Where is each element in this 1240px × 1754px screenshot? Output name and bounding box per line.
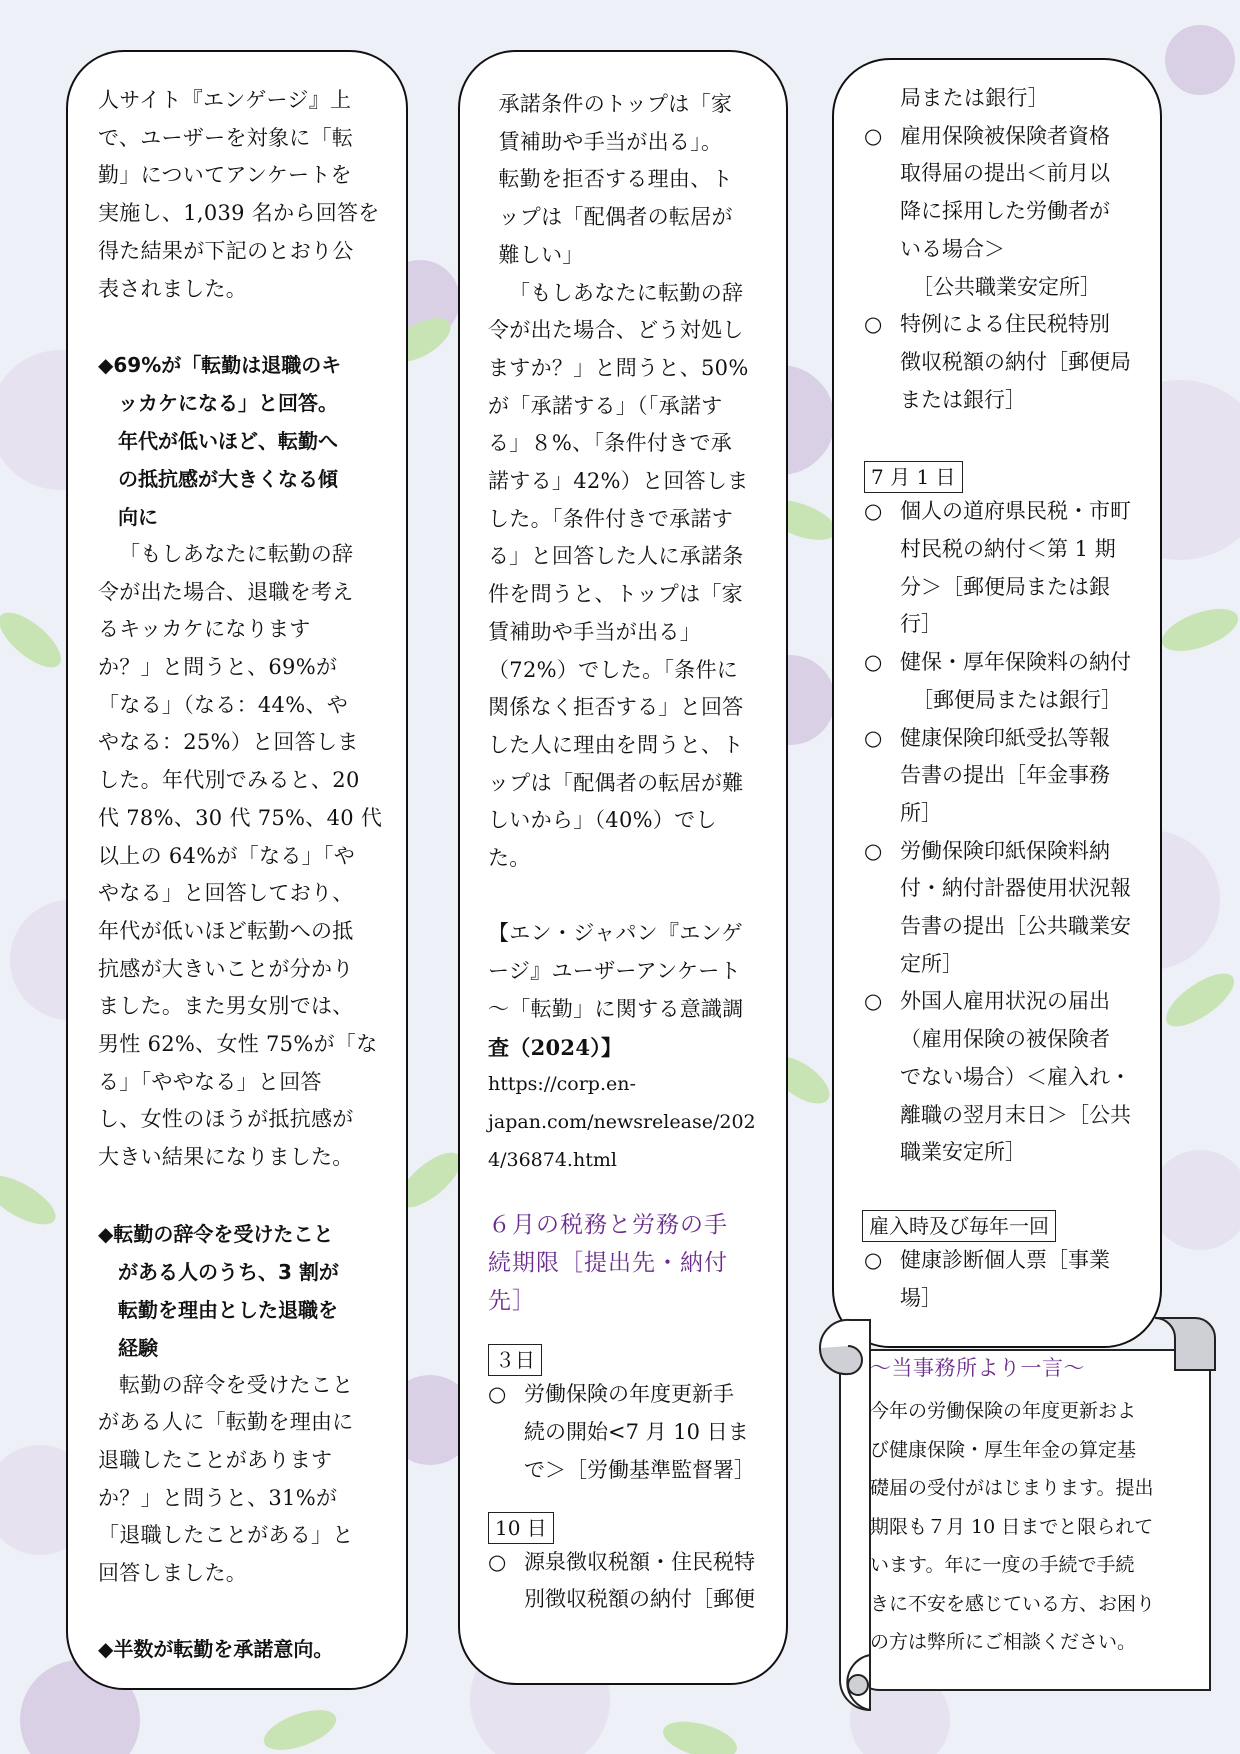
section-heading-1: 向に — [118, 504, 158, 529]
item-line: 分＞［郵便局または銀 — [900, 574, 1110, 599]
circle-bullet-icon: ○ — [864, 1247, 883, 1272]
item-line: 健保・厚年保険料の納付 — [900, 650, 1131, 675]
deadline-item — [864, 720, 1144, 833]
deadline-item — [864, 833, 1144, 984]
body-line: 回答しました。 — [98, 1561, 248, 1586]
body-line: た。 — [488, 846, 531, 871]
deadline-title-line: 続期限［提出先・納付先］ — [488, 1250, 728, 1314]
lead-line: 難しい」 — [498, 242, 584, 267]
body-line: した。年代別でみると、20 — [98, 768, 360, 793]
source-citation: 【エン・ジャパン『エンゲ — [488, 921, 743, 946]
item-line: 健康保険印紙受払等報 — [900, 725, 1110, 750]
message-line: きに不安を感じている方、お困り — [870, 1592, 1156, 1615]
date-label: ３日 — [488, 1344, 542, 1376]
item-line: 告書の提出［年金事務 — [900, 763, 1110, 788]
body-line: しいから」（40%）でし — [488, 808, 717, 833]
circle-bullet-icon: ○ — [488, 1382, 507, 1407]
lead-line: 承諾条件のトップは「家 — [498, 92, 733, 116]
deadline-item — [864, 306, 1144, 419]
deadline-item — [864, 1242, 1144, 1317]
item-line: 別徴収税額の納付［郵便 — [524, 1587, 755, 1612]
intro-line: 人サイト『エンゲージ』上 — [98, 88, 352, 112]
body-line: ました。また男女別では、 — [98, 994, 354, 1019]
source-citation: 査（2024）】 — [488, 1034, 623, 1060]
body-line: ますか？」と問うと、50% — [488, 355, 749, 380]
body-line: やなる：25%）と回答しま — [98, 730, 359, 755]
message-line: 礎届の受付がはじまります。提出 — [870, 1477, 1154, 1499]
body-line: 転勤の辞令を受けたこと — [119, 1372, 354, 1397]
body-line: 抗感が大きいことが分かり — [98, 956, 354, 981]
section-heading-2: がある人のうち、3 割が — [118, 1259, 339, 1284]
intro-line: 表されました。 — [98, 276, 248, 301]
item-line: 労働保険印紙保険料納 — [900, 838, 1110, 863]
body-line: がある人に「転勤を理由に — [98, 1410, 354, 1435]
item-line: 源泉徴収税額・住民税特 — [524, 1549, 755, 1574]
message-line: び健康保険・厚生年金の算定基 — [870, 1438, 1137, 1461]
circle-bullet-icon: ○ — [488, 1549, 507, 1574]
section-heading-1: ッカケになる」と回答。 — [118, 390, 338, 415]
circle-bullet-icon: ○ — [864, 650, 883, 675]
deadline-item — [864, 493, 1144, 644]
message-line: います。年に一度の手続で手続 — [870, 1554, 1135, 1576]
circle-bullet-icon: ○ — [864, 838, 883, 863]
lead-line: 賃補助や手当が出る」。 — [498, 129, 723, 154]
source-citation: ージ』ユーザーアンケート — [488, 959, 741, 984]
item-line: でない場合）＜雇入れ・ — [900, 1064, 1131, 1089]
body-line: （72%）でした。「条件に — [488, 657, 739, 682]
article-column-middle — [458, 50, 788, 1685]
section-heading-2: 経験 — [118, 1335, 158, 1360]
body-line: 「もしあなたに転勤の辞 — [119, 541, 354, 566]
deadline-title-line: ６月の税務と労務の手 — [488, 1212, 728, 1239]
body-line: か？」と問うと、31%が — [98, 1485, 338, 1510]
deadline-item — [488, 1544, 764, 1619]
body-line: るキッカケになります — [98, 617, 311, 642]
body-line: 「退職したことがある」と — [98, 1523, 354, 1548]
body-line: 令が出た場合、どう対処し — [488, 318, 744, 343]
body-line: した人に理由を問うと、ト — [488, 732, 744, 757]
deadline-item — [488, 1376, 764, 1489]
item-line: 所］ — [900, 800, 942, 825]
body-line: が「承諾する」（「承諾す — [488, 393, 723, 418]
body-line: 関係なく拒否する」と回答 — [488, 695, 744, 720]
item-line: 局または銀行］ — [900, 86, 1050, 110]
body-line: 退職したことがあります — [98, 1447, 333, 1472]
body-line: 大きい結果になりました。 — [98, 1145, 354, 1170]
intro-line: 実施し、1,039 名から回答を — [98, 201, 380, 226]
section-heading-2: 転勤を理由とした退職を — [118, 1297, 338, 1322]
item-line: 個人の道府県民税・市町 — [900, 499, 1131, 524]
item-line: 職業安定所］ — [900, 1140, 1026, 1165]
message-line: 今年の労働保険の年度更新およ — [870, 1400, 1137, 1422]
body-line: 代 78%、30 代 75%、40 代 — [98, 805, 383, 830]
item-line: または銀行］ — [900, 387, 1026, 412]
item-line: 健康診断個人票［事業 — [900, 1247, 1110, 1272]
intro-line: 勤」についてアンケートを — [98, 163, 352, 188]
date-label: 雇入時及び毎年一回 — [862, 1210, 1056, 1242]
lead-line: 転勤を拒否する理由、ト — [498, 167, 733, 192]
scroll-title: ～当事務所より一言～ — [870, 1356, 1085, 1380]
item-line: （雇用保険の被保険者 — [900, 1027, 1110, 1052]
body-line: 件を問うと、トップは「家 — [488, 582, 743, 607]
intro-line: 得た結果が下記のとおり公 — [98, 238, 354, 263]
message-line: の方は弊所にご相談ください。 — [870, 1631, 1137, 1653]
item-line: 村民税の納付＜第 1 期 — [900, 537, 1116, 562]
deadline-item — [864, 983, 1144, 1172]
section-heading-1: ◆69%が「転勤は退職のキ — [98, 352, 342, 377]
scroll-message — [870, 1392, 1184, 1662]
body-line: 年代が低いほど転勤への抵 — [98, 918, 354, 943]
body-line: した。「条件付きで承諾す — [488, 506, 734, 531]
item-line: 特例による住民税特別 — [900, 312, 1110, 337]
deadline-section-title — [488, 1207, 764, 1320]
body-line: 諾する」42%）と回答しま — [488, 469, 749, 494]
date-label: 7 月 1 日 — [864, 461, 963, 493]
body-line: 「なる」（なる：44%、や — [98, 692, 349, 717]
date-label: 10 日 — [488, 1512, 554, 1544]
body-line: し、女性のほうが抵抗感が — [98, 1107, 354, 1132]
body-line: 賃補助や手当が出る」 — [488, 619, 701, 644]
item-line: 続の開始<7 月 10 日ま — [524, 1420, 749, 1445]
body-line: る」と回答した人に承諾条 — [488, 544, 744, 569]
body-line: ップは「配偶者の転居が難 — [488, 770, 744, 795]
article-column-left — [66, 50, 408, 1690]
article-column-right — [832, 58, 1162, 1348]
body-line: 男性 62%、女性 75%が「な — [98, 1032, 378, 1057]
body-line: 「もしあなたに転勤の辞 — [509, 280, 744, 305]
circle-bullet-icon: ○ — [864, 312, 883, 337]
circle-bullet-icon: ○ — [864, 123, 883, 148]
lead-line: ップは「配偶者の転居が — [498, 205, 733, 230]
body-line: る」８%、「条件付きで承 — [488, 431, 733, 456]
item-line: 行］ — [900, 612, 942, 637]
item-line: ［公共職業安定所］ — [912, 274, 1101, 299]
source-url[interactable]: 4/36874.html — [488, 1148, 617, 1171]
body-line: る」「ややなる」と回答 — [98, 1069, 322, 1094]
body-line: やなる」と回答しており、 — [98, 881, 354, 906]
item-line: 離職の翌月末日＞［公共 — [900, 1102, 1131, 1127]
intro-line: で、ユーザーを対象に「転 — [98, 125, 354, 150]
deadline-item — [864, 644, 1144, 719]
item-line: 告書の提出［公共職業安 — [900, 914, 1131, 939]
body-line: 以上の 64%が「なる」「や — [98, 843, 356, 868]
item-line: 定所］ — [900, 951, 963, 976]
circle-bullet-icon: ○ — [864, 989, 883, 1014]
item-line: いる場合＞ — [900, 236, 1005, 261]
item-line: ［郵便局または銀行］ — [912, 687, 1122, 712]
item-line: 降に採用した労働者が — [900, 199, 1110, 224]
source-url[interactable]: japan.com/newsrelease/202 — [488, 1110, 756, 1133]
message-line: 期限も７月 10 日までと限られて — [870, 1515, 1154, 1538]
item-line: 徴収税額の納付［郵便局 — [900, 349, 1131, 374]
section-heading-1: 年代が低いほど、転勤へ — [118, 428, 338, 453]
body-line: 令が出た場合、退職を考え — [98, 579, 354, 604]
section-heading-1: の抵抗感が大きくなる傾 — [118, 466, 338, 491]
circle-bullet-icon: ○ — [864, 725, 883, 750]
item-line: 付・納付計器使用状況報 — [900, 876, 1131, 901]
item-line: 労働保険の年度更新手 — [524, 1382, 734, 1407]
section-heading-2: ◆転勤の辞令を受けたこと — [98, 1221, 334, 1246]
source-url[interactable]: https://corp.en- — [488, 1073, 636, 1096]
item-line: 雇用保険被保険者資格 — [900, 123, 1110, 148]
source-citation: ～「転勤」に関する意識調 — [488, 996, 744, 1021]
item-line: 外国人雇用状況の届出 — [900, 989, 1110, 1014]
circle-bullet-icon: ○ — [864, 499, 883, 524]
item-line: で＞［労働基準監督署］ — [524, 1457, 755, 1482]
deadline-item — [864, 118, 1144, 307]
item-line: 場］ — [900, 1285, 942, 1310]
body-line: か？」と問うと、69%が — [98, 655, 338, 680]
section-heading-3: ◆半数が転勤を承諾意向。 — [98, 1637, 334, 1662]
item-line: 取得届の提出＜前月以 — [900, 161, 1110, 186]
